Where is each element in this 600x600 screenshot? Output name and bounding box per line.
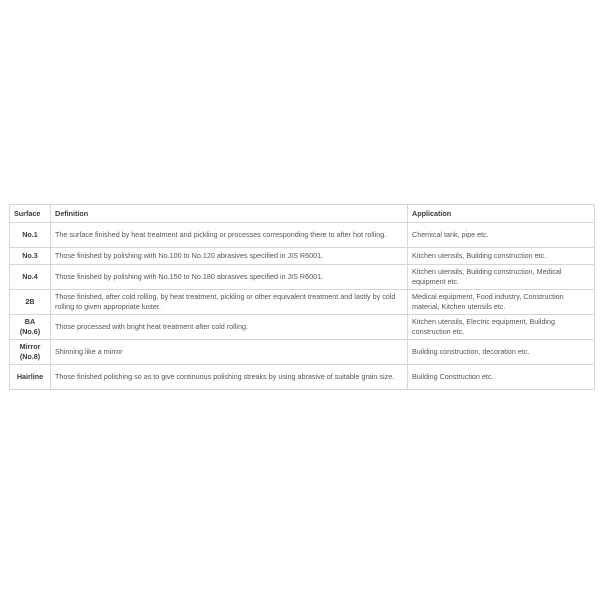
header-application: Application — [408, 205, 595, 223]
definition-cell: Those finished polishing so as to give continuous polishing streaks by using abrasive of suitable grain size. — [51, 365, 408, 390]
surface-cell: No.4 — [10, 265, 51, 290]
application-cell: Chemical tank, pipe etc. — [408, 223, 595, 248]
application-cell: Medical equipment, Food industry, Construction material, Kitchen utensils etc. — [408, 290, 595, 315]
surface-cell: No.3 — [10, 248, 51, 265]
surface-cell: 2B — [10, 290, 51, 315]
header-definition: Definition — [51, 205, 408, 223]
table-row — [10, 340, 595, 365]
table-header-row — [10, 205, 595, 223]
application-cell: Building Construction etc. — [408, 365, 595, 390]
surface-cell: No.1 — [10, 223, 51, 248]
application-cell: Building construction, decoration etc. — [408, 340, 595, 365]
definition-cell: Those finished by polishing with No.100 to No.120 abrasives specified in JIS R6001. — [51, 248, 408, 265]
definition-cell: Those finished, after cold rolling, by heat treatment, pickling or other equivalent treatment and lastly by cold rolling to given appropriate luster. — [51, 290, 408, 315]
application-cell: Kitchen utensils, Building construction etc. — [408, 248, 595, 265]
definition-cell: The surface finished by heat treatment and pickling or processes corresponding there to after hot rolling. — [51, 223, 408, 248]
surface-cell: Mirror (No.8) — [10, 340, 51, 365]
table-row — [10, 223, 595, 248]
surface-finish-table-container — [9, 204, 594, 390]
table-row — [10, 365, 595, 390]
surface-cell: BA (No.6) — [10, 315, 51, 340]
application-cell: Kitchen utensils, Electric equipment, Building construction etc. — [408, 315, 595, 340]
definition-cell: Those processed with bright heat treatment after cold rolling. — [51, 315, 408, 340]
surface-cell: Hairline — [10, 365, 51, 390]
application-cell: Kitchen utensils, Building construction, Medical equipment etc. — [408, 265, 595, 290]
surface-finish-table — [9, 204, 595, 390]
definition-cell: Shinning like a mirror — [51, 340, 408, 365]
table-row — [10, 248, 595, 265]
table-row — [10, 265, 595, 290]
definition-cell: Those finished by polishing with No.150 to No.180 abrasives specified in JIS R6001. — [51, 265, 408, 290]
table-row — [10, 315, 595, 340]
header-surface: Surface — [10, 205, 51, 223]
table-row — [10, 290, 595, 315]
